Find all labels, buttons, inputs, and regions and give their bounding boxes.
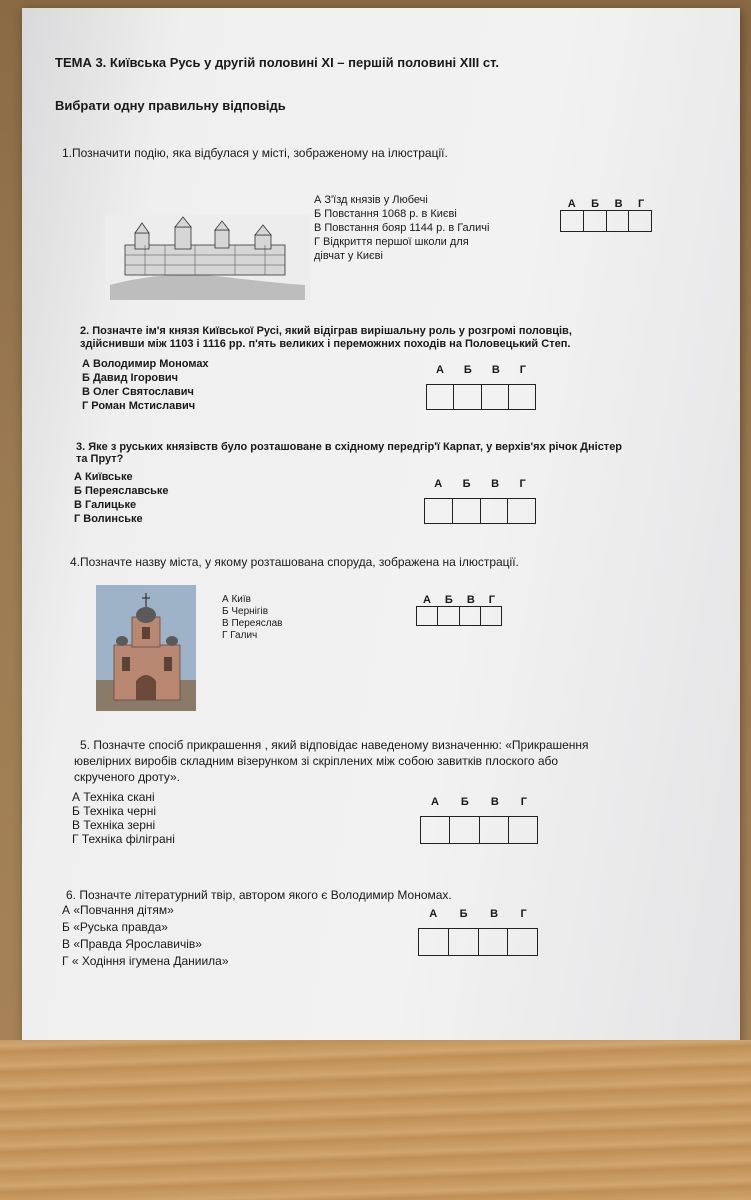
answer-cell-b[interactable] xyxy=(438,607,459,625)
letter-d: Г xyxy=(519,478,526,490)
answer-cell-c[interactable] xyxy=(479,929,509,955)
letter-d: Г xyxy=(488,594,495,606)
option-c[interactable]: В Галицьке xyxy=(74,499,137,511)
answer-grid-3 xyxy=(424,478,536,524)
option-a[interactable]: А Техніка скані xyxy=(72,790,155,804)
answer-cell-d[interactable] xyxy=(629,211,651,231)
question-6-options xyxy=(62,902,229,970)
question-4-text: 4.Позначте назву міста, у якому розташована споруда, зображена на ілюстрації. xyxy=(70,555,519,569)
question-2-text-line2: здійснивши між 1103 і 1116 рр. п'ять великих і переможних походів на Половецький Степ. xyxy=(80,338,571,350)
letter-b: Б xyxy=(463,364,472,376)
option-a[interactable]: А Київ xyxy=(222,594,251,605)
answer-cell-c[interactable] xyxy=(482,385,509,409)
letter-a: А xyxy=(429,908,438,920)
answer-cell-c[interactable] xyxy=(460,607,481,625)
letter-c: В xyxy=(490,908,499,920)
letter-a: А xyxy=(435,364,444,376)
worksheet-title: ТЕМА 3. Київська Русь у другій половині ХІ – першій половині ХІІІ ст. xyxy=(55,55,499,70)
option-c[interactable]: В Переяслав xyxy=(222,618,283,629)
option-b[interactable]: Б Переяславське xyxy=(74,485,169,497)
option-d[interactable]: Г Техніка філіграні xyxy=(72,832,175,846)
option-d[interactable]: Г « Ходіння ігумена Даниила» xyxy=(62,954,229,968)
question-5-text-line1: 5. Позначте спосіб прикрашення , який відповідає наведеному визначенню: «Прикрашення xyxy=(80,738,589,752)
letter-a: А xyxy=(434,478,443,490)
option-b[interactable]: Б Техніка черні xyxy=(72,804,156,818)
answer-cell-b[interactable] xyxy=(454,385,481,409)
wooden-table xyxy=(0,1040,751,1200)
instruction: Вибрати одну правильну відповідь xyxy=(55,98,286,113)
question-3-options xyxy=(74,470,168,526)
letter-a: А xyxy=(567,198,576,210)
answer-grid-5 xyxy=(420,796,538,844)
answer-grid-1 xyxy=(560,198,652,232)
answer-grid-4 xyxy=(416,594,502,626)
answer-cell-a[interactable] xyxy=(427,385,454,409)
option-b[interactable]: Б Давид Ігорович xyxy=(82,372,179,384)
answer-cell-b[interactable] xyxy=(453,499,481,523)
letter-c: В xyxy=(614,198,623,210)
answer-cell-b[interactable] xyxy=(450,817,479,843)
letter-d: Г xyxy=(638,198,645,210)
option-d-continued: дівчат у Києві xyxy=(314,250,383,262)
question-2-options xyxy=(82,357,209,413)
question-5-text-line2: ювелірних виробів складним візерунком зі скріплених між собою завитків плоского або xyxy=(74,754,559,768)
question-6-text: 6. Позначте літературний твір, автором якого є Володимир Мономах. xyxy=(66,888,452,902)
answer-cell-b[interactable] xyxy=(584,211,607,231)
question-1-options xyxy=(314,193,489,263)
answer-cell-c[interactable] xyxy=(480,817,509,843)
question-2-text-line1: 2. Позначте ім'я князя Київської Русі, який відіграв вирішальну роль у розгромі половців, xyxy=(80,325,572,337)
option-c[interactable]: В Повстання бояр 1144 р. в Галичі xyxy=(314,222,490,234)
answer-cell-a[interactable] xyxy=(419,929,449,955)
letter-b: Б xyxy=(444,594,453,606)
answer-cell-d[interactable] xyxy=(509,385,535,409)
answer-cell-d[interactable] xyxy=(508,499,535,523)
letter-a: А xyxy=(430,796,439,808)
option-c[interactable]: В «Правда Ярославичів» xyxy=(62,937,202,951)
answer-cell-c[interactable] xyxy=(481,499,509,523)
letter-b: Б xyxy=(459,908,468,920)
answer-cell-c[interactable] xyxy=(607,211,630,231)
letter-d: Г xyxy=(519,364,526,376)
fortress-illustration xyxy=(105,215,310,300)
answer-grid-6 xyxy=(418,908,538,956)
question-1-text: 1.Позначити подію, яка відбулася у місті, зображеному на ілюстрації. xyxy=(62,146,448,160)
answer-cell-a[interactable] xyxy=(421,817,450,843)
letter-d: Г xyxy=(520,908,527,920)
answer-cell-a[interactable] xyxy=(425,499,453,523)
option-a[interactable]: А З'їзд князів у Любечі xyxy=(314,194,428,206)
option-c[interactable]: В Техніка зерні xyxy=(72,818,156,832)
question-3-text-line1: 3. Яке з руських князівств було розташоване в східному передгір'ї Карпат, у верхів'ях річок Дністер xyxy=(76,441,623,453)
option-d[interactable]: Г Відкриття першої школи для xyxy=(314,236,469,248)
option-a[interactable]: А «Повчання дітям» xyxy=(62,903,174,917)
option-c[interactable]: В Олег Святославич xyxy=(82,386,194,398)
option-b[interactable]: Б «Руська правда» xyxy=(62,920,168,934)
answer-cell-d[interactable] xyxy=(481,607,501,625)
letter-b: Б xyxy=(591,198,600,210)
option-d[interactable]: Г Волинське xyxy=(74,513,143,525)
option-a[interactable]: А Володимир Мономах xyxy=(82,358,209,370)
question-4-options xyxy=(222,594,282,642)
option-a[interactable]: А Київське xyxy=(74,471,133,483)
answer-cell-d[interactable] xyxy=(509,817,537,843)
letter-a: А xyxy=(422,594,431,606)
answer-cell-b[interactable] xyxy=(449,929,479,955)
answer-grid-2 xyxy=(426,364,536,410)
letter-d: Г xyxy=(520,796,527,808)
option-b[interactable]: Б Повстання 1068 р. в Києві xyxy=(314,208,457,220)
letter-c: В xyxy=(491,478,500,490)
answer-cell-d[interactable] xyxy=(508,929,537,955)
question-5-options xyxy=(72,790,175,846)
option-d[interactable]: Г Роман Мстиславич xyxy=(82,400,196,412)
letter-c: В xyxy=(466,594,475,606)
question-3-text-line2: та Прут? xyxy=(76,453,124,465)
letter-b: Б xyxy=(462,478,471,490)
church-illustration xyxy=(96,585,196,711)
letter-c: В xyxy=(491,364,500,376)
question-5-text-line3: скрученого дроту». xyxy=(74,770,180,784)
letter-b: Б xyxy=(460,796,469,808)
option-d[interactable]: Г Галич xyxy=(222,630,258,641)
option-b[interactable]: Б Чернігів xyxy=(222,606,269,617)
answer-cell-a[interactable] xyxy=(417,607,438,625)
answer-cell-a[interactable] xyxy=(561,211,584,231)
letter-c: В xyxy=(490,796,499,808)
